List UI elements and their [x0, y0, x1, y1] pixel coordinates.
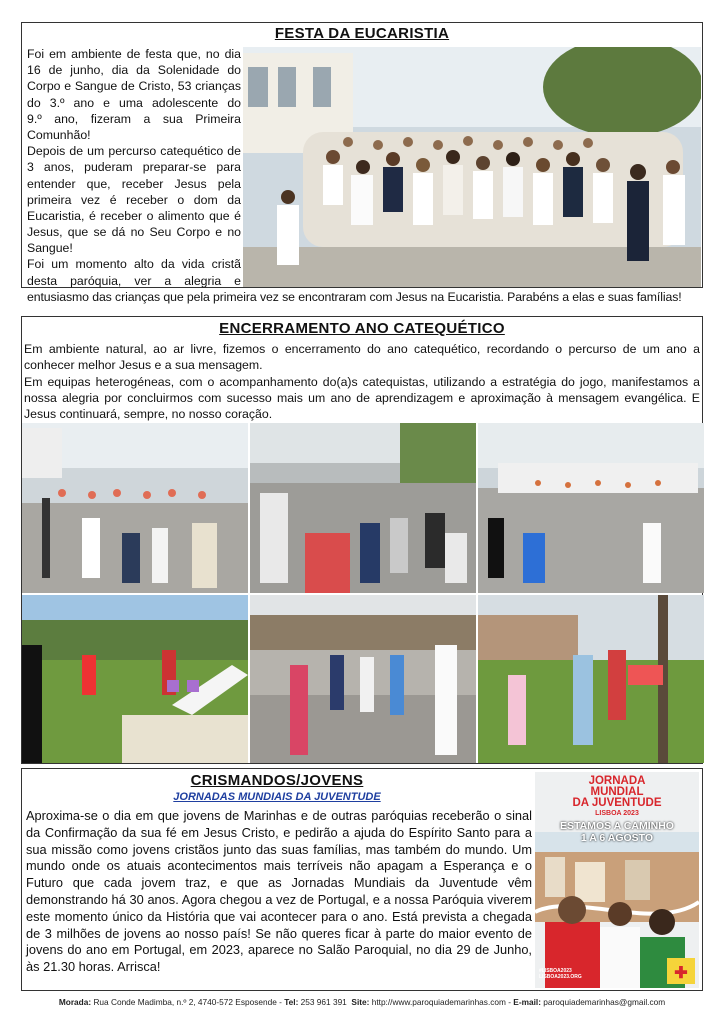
- footer-morada: Rua Conde Madimba, n.º 2, 4740-572 Esposende: [93, 997, 277, 1007]
- poster-line-lisboa: LISBOA 2023: [595, 810, 639, 817]
- festa-paragraph-line: Eucaristia, é receber o alimento que é: [27, 208, 241, 223]
- festa-paragraph-line: Foi um momento alto da vida cristã: [27, 257, 241, 272]
- footer-site-link[interactable]: http://www.paroquiademarinhas.com: [371, 997, 506, 1007]
- activity-photo-3: [478, 423, 704, 593]
- poster-site: LISBOA2023.ORG: [539, 974, 582, 980]
- footer-contact: Morada: Rua Conde Madimba, n.º 2, 4740-572 Esposende - Tel: 253 961 391 Site: http://www.paroquiademarinhas.com - E-mail: paroquiademarinhas@gmail.com: [58, 997, 666, 1007]
- section-title-festa: FESTA DA EUCARISTIA: [274, 25, 450, 42]
- footer-morada-label: Morada:: [58, 997, 92, 1007]
- svg-text:✚: ✚: [674, 965, 688, 982]
- festa-paragraph-last-line: entusiasmo das crianças que pela primeira vez se encontraram com Jesus na Eucaristia. Parabéns a elas e suas famílias!: [27, 290, 682, 304]
- poster-line-mundial: MUNDIAL: [590, 786, 644, 798]
- festa-paragraph-line: Jesus, que se dá no Seu Corpo e no: [27, 225, 241, 240]
- festa-paragraph-line: do 3.º ano e uma adolescente do: [27, 95, 241, 110]
- footer-tel: 253 961 391: [300, 997, 347, 1007]
- festa-paragraph-line: Depois de um percurso catequético de: [27, 144, 241, 159]
- footer-email-link[interactable]: paroquiademarinhas@gmail.com: [543, 997, 666, 1007]
- poster-line-juventude: DA JUVENTUDE: [572, 797, 662, 809]
- activity-photo-1: [22, 423, 248, 593]
- section-title-crismandos: CRISMANDOS/JOVENS: [190, 772, 364, 789]
- poster-line-caminho: ESTAMOS A CAMINHO: [560, 820, 674, 832]
- footer-email-label: E-mail:: [513, 997, 541, 1007]
- festa-paragraph-line: Sangue!: [27, 241, 73, 256]
- festa-paragraph-line: entender que, receber Jesus pela: [27, 176, 241, 191]
- section-title-encerramento: ENCERRAMENTO ANO CATEQUÉTICO: [219, 320, 505, 337]
- section-subtitle-jmj: JORNADAS MUNDIAIS DA JUVENTUDE: [173, 791, 381, 803]
- footer-site-label: Site:: [351, 997, 370, 1007]
- activity-photo-5: [250, 595, 476, 763]
- festa-paragraph-line: 3 anos, puderam preparar-se para: [27, 160, 241, 175]
- festa-paragraph-line: primeira vez é receber o dom da: [27, 192, 241, 207]
- footer-tel-label: Tel:: [284, 997, 299, 1007]
- encerramento-paragraph-1: Em ambiente natural, ao ar livre, fizemos o encerramento do ano catequético, recordando o percurso de um ano a conhecer melhor Jesus e a sua mensagem.: [24, 342, 700, 373]
- festa-paragraph-line: Corpo e Sangue de Cristo, 53 crianças: [27, 79, 241, 94]
- activity-photo-6: [478, 595, 704, 763]
- poster-line-dates: 1 A 6 AGOSTO: [580, 832, 654, 844]
- poster-line-jornada: JORNADA: [588, 775, 646, 787]
- festa-paragraph-line: Foi em ambiente de festa que, no dia: [27, 47, 241, 61]
- section-festa-eucaristia: [21, 22, 703, 304]
- festa-paragraph-line: Comunhão!: [27, 127, 91, 142]
- activity-photo-4: [22, 595, 248, 763]
- festa-paragraph: [27, 46, 241, 289]
- poster-hashtag: #LISBOA2023: [539, 968, 572, 974]
- festa-paragraph-line: 9.º ano, fizeram a sua Primeira: [27, 111, 241, 126]
- festa-paragraph-line: 16 de junho, dia da Solenidade do: [27, 63, 241, 78]
- jmj-poster: [535, 772, 699, 988]
- section-encerramento-ano: [21, 316, 703, 764]
- festa-paragraph-line: desta paróquia, ver a alegria e: [27, 273, 241, 288]
- first-communion-group-photo: [243, 47, 701, 287]
- activity-photo-2: [250, 423, 476, 593]
- crismandos-paragraph: Aproxima-se o dia em que jovens de Marinhas e de outras paróquias receberão o sinal da Confirmação da sua fé em Jesus Cristo, e pedirão a ajuda do Espírito Santo para a sua missão como jovens cristãos junto das suas famílias, mas também do mundo. Um mundo onde os atuais acontecimentos mais terríveis não apagam a Esperança e o Futuro que cada jovem traz, e que as Jornadas Mundiais da Juventude vêm demonstrando há 30 anos. Agora chegou a vez de Portugal, e a nossa Paróquia viverem este momento único da História que vai acontecer para o ano. Está prevista a chegada de 3 milhões de jovens ao nosso país! Se não queres ficar à parte do maior evento de jovens do ano em Portugal, em 2023, aparece no Salão Paroquial, no dia 29 de Junho, às 21.30 horas. Arrisca!: [26, 808, 532, 975]
- section-crismandos-jovens: [21, 768, 703, 991]
- encerramento-paragraph-2: Em equipas heterogéneas, com o acompanhamento do(a)s catequistas, utilizando a estratégia do jogo, manifestamos a nossa alegria por concluirmos com sucesso mais um ano de aprendizagem e aproximação à mensagem evangélica. E Jesus continuará, sempre, no nosso coração.: [24, 375, 700, 422]
